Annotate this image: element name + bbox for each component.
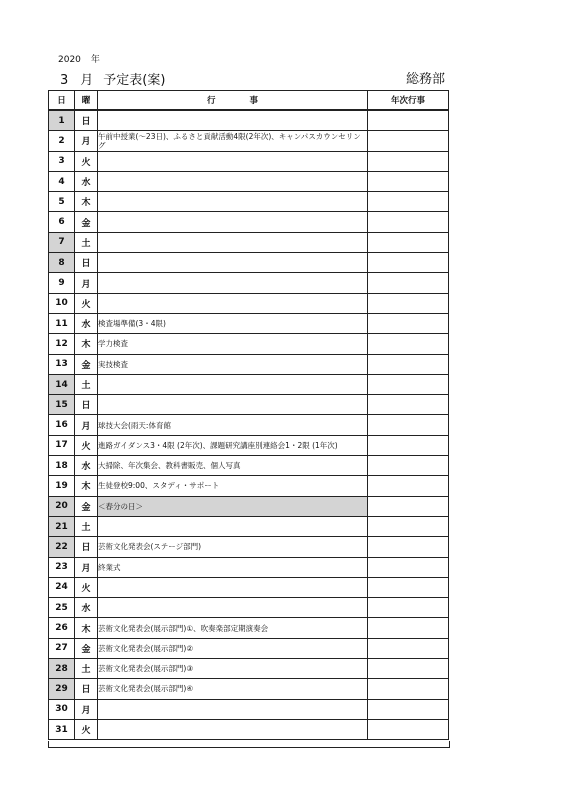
annual-event-cell <box>368 679 449 699</box>
weekday-cell: 金 <box>75 354 98 374</box>
table-row <box>49 395 449 415</box>
weekday-cell: 月 <box>75 273 98 293</box>
weekday-cell: 土 <box>75 659 98 679</box>
annual-event-cell <box>368 415 449 435</box>
day-cell: 27 <box>49 638 75 658</box>
day-cell: 25 <box>49 598 75 618</box>
table-header-row <box>49 91 449 111</box>
event-cell <box>98 516 368 536</box>
day-cell: 20 <box>49 496 75 516</box>
weekday-cell: 土 <box>75 374 98 394</box>
weekday-cell: 日 <box>75 537 98 557</box>
event-cell: 大掃除、年次集会、教科書販売、個人写真 <box>98 456 368 476</box>
weekday-cell: 金 <box>75 212 98 232</box>
day-cell: 4 <box>49 171 75 191</box>
day-cell: 28 <box>49 659 75 679</box>
table-row <box>49 435 449 455</box>
weekday-cell: 月 <box>75 131 98 151</box>
event-cell <box>98 719 368 739</box>
day-cell: 24 <box>49 577 75 597</box>
column-header-events: 行 事 <box>98 91 368 111</box>
event-cell <box>98 110 368 131</box>
day-cell: 11 <box>49 313 75 333</box>
weekday-cell: 日 <box>75 253 98 273</box>
table-row <box>49 415 449 435</box>
day-cell: 6 <box>49 212 75 232</box>
event-cell <box>98 151 368 171</box>
day-cell: 13 <box>49 354 75 374</box>
event-cell: 終業式 <box>98 557 368 577</box>
table-row <box>49 516 449 536</box>
annual-event-cell <box>368 719 449 739</box>
event-cell: 芸術文化発表会(展示部門)② <box>98 638 368 658</box>
day-cell: 1 <box>49 110 75 131</box>
event-cell <box>98 253 368 273</box>
day-cell: 9 <box>49 273 75 293</box>
annual-event-cell <box>368 557 449 577</box>
event-cell: 芸術文化発表会(展示部門)③ <box>98 659 368 679</box>
day-cell: 30 <box>49 699 75 719</box>
annual-event-cell <box>368 354 449 374</box>
table-row <box>49 273 449 293</box>
annual-event-cell <box>368 577 449 597</box>
table-row <box>49 192 449 212</box>
annual-event-cell <box>368 598 449 618</box>
table-row <box>49 313 449 333</box>
event-cell <box>98 171 368 191</box>
weekday-cell: 火 <box>75 577 98 597</box>
page-title <box>60 69 165 88</box>
annual-event-cell <box>368 476 449 496</box>
event-cell <box>98 192 368 212</box>
table-row <box>49 374 449 394</box>
table-row <box>49 293 449 313</box>
weekday-cell: 木 <box>75 476 98 496</box>
weekday-cell: 金 <box>75 496 98 516</box>
weekday-cell: 水 <box>75 456 98 476</box>
day-cell: 21 <box>49 516 75 536</box>
weekday-cell: 水 <box>75 171 98 191</box>
event-cell: 学力検査 <box>98 334 368 354</box>
weekday-cell: 水 <box>75 598 98 618</box>
day-cell: 3 <box>49 151 75 171</box>
annual-event-cell <box>368 699 449 719</box>
day-cell: 18 <box>49 456 75 476</box>
day-cell: 14 <box>49 374 75 394</box>
year-value: 2020 <box>58 55 81 65</box>
weekday-cell: 水 <box>75 313 98 333</box>
weekday-cell: 木 <box>75 618 98 638</box>
table-row <box>49 496 449 516</box>
column-header-weekday: 曜 <box>75 91 98 111</box>
day-cell: 16 <box>49 415 75 435</box>
weekday-cell: 火 <box>75 719 98 739</box>
day-cell: 29 <box>49 679 75 699</box>
event-cell <box>98 598 368 618</box>
event-cell: 進路ガイダンス3・4限 (2年次)、課題研究講座別連絡会1・2限 (1年次) <box>98 435 368 455</box>
day-cell: 5 <box>49 192 75 212</box>
event-cell: 午前中授業(～23日)、ふるさと貢献活動4限(2年次)、キャンパスカウンセリング <box>98 131 368 151</box>
day-cell: 2 <box>49 131 75 151</box>
day-cell: 31 <box>49 719 75 739</box>
column-header-annual: 年次行事 <box>368 91 449 111</box>
table-row <box>49 476 449 496</box>
day-cell: 17 <box>49 435 75 455</box>
day-cell: 10 <box>49 293 75 313</box>
annual-event-cell <box>368 192 449 212</box>
table-row <box>49 151 449 171</box>
event-cell: 芸術文化発表会(展示部門)④ <box>98 679 368 699</box>
annual-event-cell <box>368 273 449 293</box>
event-cell <box>98 577 368 597</box>
weekday-cell: 木 <box>75 334 98 354</box>
month-unit: 月 <box>80 73 94 88</box>
weekday-cell: 月 <box>75 699 98 719</box>
event-cell: 検査場準備(3・4限) <box>98 313 368 333</box>
day-cell: 26 <box>49 618 75 638</box>
annual-event-cell <box>368 171 449 191</box>
day-cell: 7 <box>49 232 75 252</box>
table-row <box>49 537 449 557</box>
annual-event-cell <box>368 334 449 354</box>
table-row <box>49 171 449 191</box>
table-row <box>49 557 449 577</box>
annual-event-cell <box>368 110 449 131</box>
weekday-cell: 月 <box>75 415 98 435</box>
annual-event-cell <box>368 618 449 638</box>
annual-event-cell <box>368 659 449 679</box>
weekday-cell: 日 <box>75 110 98 131</box>
table-row <box>49 638 449 658</box>
annual-event-cell <box>368 151 449 171</box>
annual-event-cell <box>368 293 449 313</box>
table-row <box>49 253 449 273</box>
weekday-cell: 火 <box>75 293 98 313</box>
table-row <box>49 598 449 618</box>
event-cell: 芸術文化発表会(展示部門)①、吹奏楽部定期演奏会 <box>98 618 368 638</box>
schedule-title: 予定表(案) <box>103 73 166 88</box>
table-bottom-edge <box>48 741 450 748</box>
annual-event-cell <box>368 638 449 658</box>
annual-event-cell <box>368 253 449 273</box>
annual-event-cell <box>368 232 449 252</box>
weekday-cell: 月 <box>75 557 98 577</box>
annual-event-cell <box>368 496 449 516</box>
annual-event-cell <box>368 374 449 394</box>
event-cell <box>98 395 368 415</box>
event-cell: 芸術文化発表会(ステージ部門) <box>98 537 368 557</box>
annual-event-cell <box>368 395 449 415</box>
annual-event-cell <box>368 212 449 232</box>
event-cell: 生徒登校9:00、スタディ・サポート <box>98 476 368 496</box>
table-row <box>49 577 449 597</box>
table-row <box>49 212 449 232</box>
weekday-cell: 日 <box>75 679 98 699</box>
weekday-cell: 火 <box>75 151 98 171</box>
weekday-cell: 日 <box>75 395 98 415</box>
event-cell <box>98 273 368 293</box>
department-label: 総務部 <box>405 72 445 87</box>
annual-event-cell <box>368 456 449 476</box>
event-cell: 球技大会(雨天:体育館 <box>98 415 368 435</box>
annual-event-cell <box>368 131 449 151</box>
table-row <box>49 131 449 151</box>
day-cell: 23 <box>49 557 75 577</box>
column-header-day: 日 <box>49 91 75 111</box>
table-row <box>49 456 449 476</box>
weekday-cell: 木 <box>75 192 98 212</box>
table-row <box>49 618 449 638</box>
annual-event-cell <box>368 313 449 333</box>
weekday-cell: 火 <box>75 435 98 455</box>
table-row <box>49 110 449 131</box>
table-row <box>49 232 449 252</box>
day-cell: 19 <box>49 476 75 496</box>
table-row <box>49 719 449 739</box>
day-cell: 22 <box>49 537 75 557</box>
month-value: 3 <box>60 73 69 88</box>
table-row <box>49 699 449 719</box>
table-row <box>49 659 449 679</box>
table-row <box>49 679 449 699</box>
event-cell <box>98 699 368 719</box>
annual-event-cell <box>368 537 449 557</box>
weekday-cell: 土 <box>75 516 98 536</box>
event-cell <box>98 232 368 252</box>
table-row <box>49 354 449 374</box>
year-unit: 年 <box>90 55 100 65</box>
annual-event-cell <box>368 516 449 536</box>
day-cell: 12 <box>49 334 75 354</box>
weekday-cell: 土 <box>75 232 98 252</box>
day-cell: 15 <box>49 395 75 415</box>
event-cell <box>98 374 368 394</box>
year-label <box>58 52 100 65</box>
event-cell: ＜春分の日＞ <box>98 496 368 516</box>
table-row <box>49 334 449 354</box>
day-cell: 8 <box>49 253 75 273</box>
schedule-table <box>48 90 449 740</box>
annual-event-cell <box>368 435 449 455</box>
weekday-cell: 金 <box>75 638 98 658</box>
event-cell <box>98 212 368 232</box>
event-cell <box>98 293 368 313</box>
event-cell: 実技検査 <box>98 354 368 374</box>
